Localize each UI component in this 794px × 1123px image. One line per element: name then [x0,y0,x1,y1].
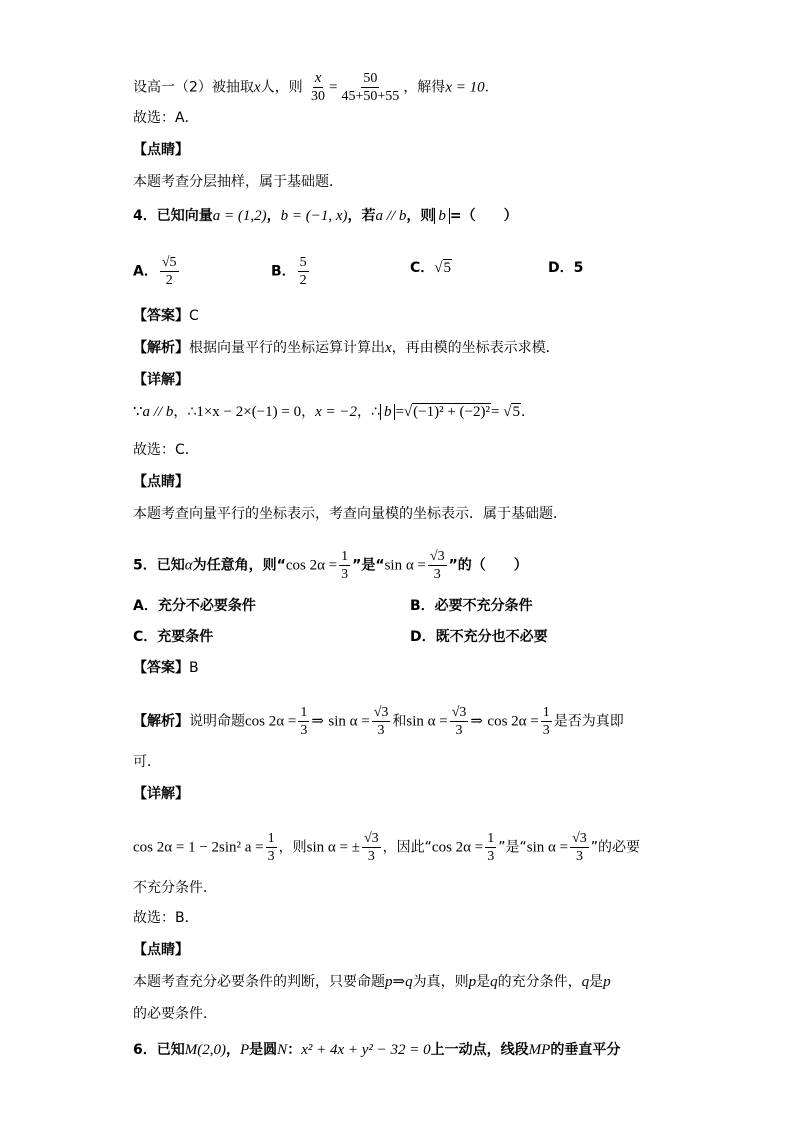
text: 上一动点，线段 [430,1042,529,1058]
math-var: α [184,557,193,574]
math-var: q [490,974,498,990]
denominator: 2 [299,273,307,288]
fraction [298,704,309,739]
denominator: 3 [575,849,583,864]
answer-choice-line [133,908,199,928]
text: 【点睛】 [133,942,189,958]
text: ． [520,404,535,420]
calc-line [133,830,640,865]
math: sin α = [406,713,448,730]
numerator: √3 [373,705,389,720]
numerator: 5 [299,255,307,270]
section-label [133,472,189,492]
denominator: 2 [165,273,173,288]
fraction [570,830,589,865]
text: 和 [392,713,407,730]
math: x = −2 [315,404,358,420]
text: =（ ） [449,208,518,224]
text-line [133,70,499,105]
denominator: 3 [542,723,550,738]
calc-line [133,402,535,422]
question-5-stem [133,548,528,583]
text: 是圆 [249,1042,278,1058]
math: a // b [142,404,174,420]
math-var: p [468,974,477,990]
math: cos 2α = [487,713,539,730]
denominator: 30 [311,89,326,104]
tag: 【解析】 [133,713,189,730]
text: 可． [133,754,161,770]
option-a [133,254,181,289]
sqrt: √5 [434,260,452,276]
text: ， [266,208,281,224]
option-d [548,258,583,278]
numerator: 1 [267,831,275,846]
numerator: √3 [572,831,587,846]
fraction [309,70,327,105]
analysis-line-cont [133,752,161,772]
denominator: 3 [433,567,441,582]
text: ，∴ [173,404,197,420]
text: 是 [476,974,491,990]
math: ⇒ [470,713,483,730]
question-4-stem [133,206,518,226]
denominator: 3 [300,723,308,738]
text: 的必要条件． [133,1006,217,1022]
text: ，再由模的坐标表示求模． [391,340,560,356]
answer-line [133,658,199,678]
math: a = (1,2) [212,208,267,224]
option-c [410,258,452,278]
text: 人，则 [260,79,303,96]
option-text: C．充要条件 [133,629,214,645]
text: ”是“ [498,839,527,856]
text: 4．已知向量 [133,208,213,224]
text: ”的（ ） [448,557,528,574]
math-var: q [405,974,413,990]
text: 的垂直平分 [550,1042,621,1058]
text: ，则 [278,839,307,856]
text: ，若 [347,208,376,224]
text: ，因此“ [382,839,432,856]
math: x = 10 [445,79,485,96]
comment-line-cont [133,1004,217,1024]
numerator: 50 [363,71,378,86]
math: = [395,404,404,420]
math: M(2,0) [184,1042,226,1058]
answer-choice-line [133,440,199,460]
fraction [450,704,469,739]
text: 【详解】 [133,786,189,802]
fraction [485,830,496,865]
fraction [372,704,391,739]
option-b [271,254,311,289]
answer: B [189,660,199,676]
math: cos 2α = [245,713,297,730]
text: ． [484,79,499,96]
section-label [133,140,189,160]
math: sin α = [384,557,426,574]
radicand: 5 [512,404,520,420]
answer-line [133,306,199,326]
math: ⇒ [392,974,406,990]
answer-choice-line [133,108,199,128]
denominator: 3 [377,723,385,738]
option-a [133,596,256,616]
math: b = (−1, x) [280,208,348,224]
text: ”是“ [352,557,385,574]
fraction [160,254,179,289]
text: 说明命题 [189,713,245,730]
text: ，解得 [403,79,446,96]
option-c [133,627,213,647]
text: 故选：C． [133,442,199,458]
sqrt: √5 [503,404,520,420]
text: 5．已知 [133,557,185,574]
tag: 【答案】 [133,308,189,324]
option-text: D．既不充分也不必要 [410,629,548,645]
text: 【点睛】 [133,142,189,158]
math-var: x [385,340,392,356]
text: 是 [589,974,604,990]
option-label: B． [271,263,296,280]
option-text: B．必要不充分条件 [410,598,533,614]
radicand: 5 [443,260,452,276]
math: sin α = [328,713,370,730]
math-var: N [277,1042,288,1058]
equals: = [329,79,338,96]
math: sin α = ± [306,839,360,856]
answer: C [189,308,199,324]
analysis-line [133,704,624,739]
text: ， [226,1042,240,1058]
section-label [133,784,189,804]
math: x² + 4x + y² − 32 = 0 [301,1042,431,1058]
tag: 【解析】 [133,340,189,356]
text: ”的必要 [590,839,641,856]
fraction [298,254,309,289]
denominator: 45+50+55 [341,89,400,104]
math-var: p [603,974,611,990]
numerator: 1 [487,831,495,846]
text: 本题考查向量平行的坐标表示，考查向量模的坐标表示．属于基础题． [133,506,567,522]
math-abs: b [380,404,396,420]
text: 6．已知 [133,1042,185,1058]
section-label [133,940,189,960]
math: ∵ [133,404,143,420]
numerator: √3 [429,549,445,564]
math: cos 2α = [431,839,484,856]
calc-line-cont [133,878,217,898]
math: a // b [375,208,407,224]
numerator: 1 [341,549,349,564]
math: cos 2α = 1 − 2sin² a = [133,839,264,856]
numerator: 1 [542,705,550,720]
tag: 【答案】 [133,660,189,676]
text: 【详解】 [133,372,189,388]
section-label [133,370,189,390]
numerator: √3 [451,705,467,720]
radicand: (−1)² + (−2)² [413,404,490,420]
numerator: 1 [300,705,308,720]
text: ，∴ [357,404,380,420]
comment-line [133,172,343,192]
fraction [541,704,552,739]
fraction [339,548,350,583]
denominator: 3 [341,567,349,582]
option-text: A．充分不必要条件 [133,598,256,614]
text: 故选：A． [133,110,199,126]
option-label: D．5 [548,260,584,276]
denominator: 3 [455,723,463,738]
text: 本题考查充分必要条件的判断，只要命题 [133,974,385,990]
option-label: C． [410,260,435,276]
denominator: 3 [487,849,495,864]
numerator: √3 [363,831,379,846]
fraction [362,830,381,865]
text: 设高一（2）被抽取 [133,79,254,96]
numerator: x [314,70,322,86]
text: 为真，则 [412,974,469,990]
math: cos 2α = [285,557,338,574]
fraction [428,548,447,583]
math: sin α = [526,839,569,856]
analysis-line [133,338,560,358]
math: = [491,404,504,420]
text: 根据向量平行的坐标运算计算出 [189,340,385,356]
text: ： [287,1042,302,1058]
text: 本题考查分层抽样，属于基础题． [133,174,343,190]
math-var: p [385,974,393,990]
option-b [410,596,533,616]
math: ⇒ [311,713,324,730]
math-var: q [581,974,590,990]
text: 【点睛】 [133,474,189,490]
question-6-stem [133,1040,620,1060]
math-abs: b [434,208,450,224]
fraction [266,830,277,865]
numerator: √5 [161,255,177,270]
option-d [410,627,548,647]
text: ， [301,404,316,420]
text: 为任意角，则“ [192,557,286,574]
math-var: P [240,1042,250,1058]
denominator: 3 [367,849,375,864]
math: MP [528,1042,551,1058]
math-var: x [253,79,261,96]
text: 故选：B． [133,910,199,926]
denominator: 3 [267,849,275,864]
text: 不充分条件． [133,880,217,896]
fraction [340,70,402,105]
text: ，则 [406,208,435,224]
comment-line [133,972,611,992]
option-label: A． [133,263,158,280]
text: 的充分条件， [497,974,582,990]
math: 1×x − 2×(−1) = 0 [196,404,302,420]
sqrt: √(−1)² + (−2)² [403,404,490,420]
text: 是否为真即 [553,713,624,730]
comment-line [133,504,567,524]
